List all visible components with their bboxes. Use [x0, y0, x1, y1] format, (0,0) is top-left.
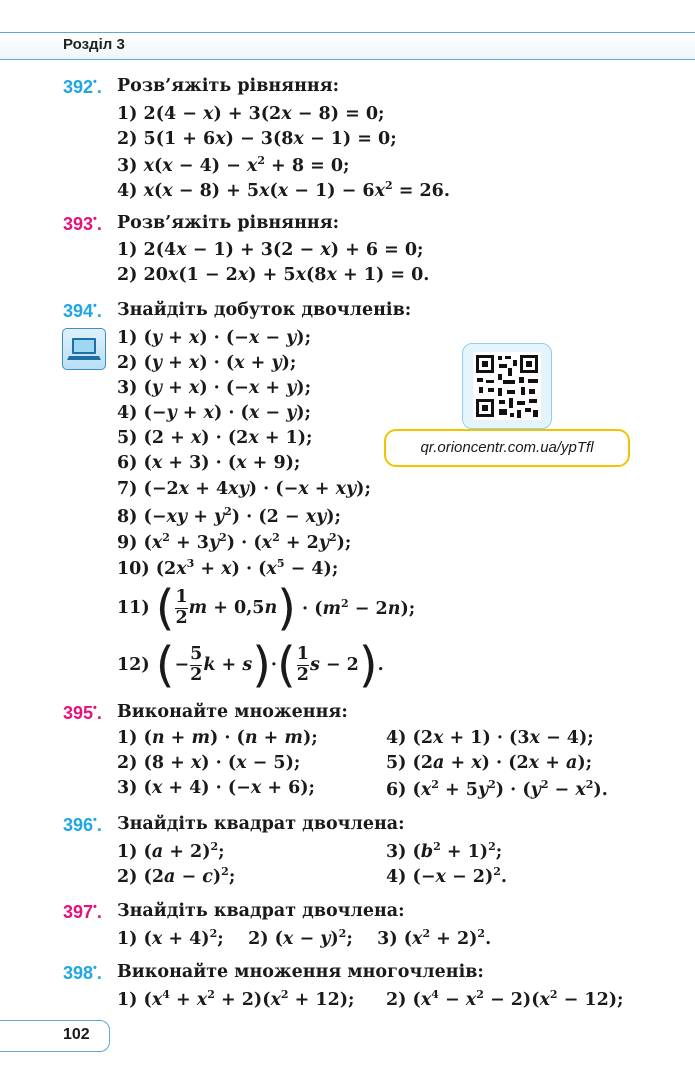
task-394-item-8: 8) $(-xy + y^2) \cdot (2 - xy)$; — [117, 505, 342, 527]
task-392-item-2: 2) 5(1 + 6x) − 3(8x − 1) = 0; — [117, 129, 397, 149]
task-396-title: Знайдіть квадрат двочлена: — [117, 814, 405, 834]
task-392-item-4: 4) $x(x - 8) + 5x(x - 1) - 6x^2 = 26$. — [117, 179, 450, 201]
task-395-item-1: 1) (n + m) · (n + m); — [117, 728, 318, 748]
task-393-item-2: 2) 20x(1 − 2x) + 5x(8x + 1) = 0. — [117, 265, 430, 285]
task-394-item-1: 1) (y + x) · (−x − y); — [117, 328, 312, 348]
task-397-number: 397•. — [63, 901, 102, 922]
task-394-item-4: 4) (−y + x) · (x − y); — [117, 403, 312, 423]
task-396-number: 396•. — [63, 814, 102, 835]
task-392-title: Розв’яжіть рівняння: — [117, 76, 340, 96]
task-393-title: Розв’яжіть рівняння: — [117, 213, 340, 233]
task-397-items: 1) $(x + 4)^2$; 2) $(x - y)^2$; 3) $(x^2 + 2)^2$. — [117, 927, 492, 949]
task-394-number: 394•. — [63, 300, 102, 321]
task-395-number: 395•. — [63, 702, 102, 723]
task-395-item-6: 6) $(x^2 + 5y^2) \cdot (y^2 - x^2)$. — [386, 778, 608, 800]
task-395-item-5: 5) (2a + x) · (2x + a); — [386, 753, 593, 773]
task-392-item-1: 1) 2(4 − x) + 3(2x − 8) = 0; — [117, 104, 385, 124]
task-394-item-5: 5) (2 + x) · (2x + 1); — [117, 428, 313, 448]
computer-icon — [62, 328, 106, 370]
task-394-item-3: 3) (y + x) · (−x + y); — [117, 378, 312, 398]
task-394-item-12: 12) (− $\frac{5}{2}$ k + s)·( $\frac{1}{2}$ s − 2). — [117, 637, 384, 693]
task-398-item-2: 2) $(x^4 - x^2 - 2)(x^2 - 12)$; — [386, 988, 624, 1010]
task-393-item-1: 1) 2(4x − 1) + 3(2 − x) + 6 = 0; — [117, 240, 424, 260]
task-394-item-7: 7) (−2x + 4xy) · (−x + xy); — [117, 479, 371, 499]
task-392-number: 392•. — [63, 76, 102, 97]
task-396-item-1: 1) $(a + 2)^2$; — [117, 840, 225, 862]
task-396-item-3: 3) $(b^2 + 1)^2$; — [386, 840, 503, 862]
task-394-item-9: 9) $(x^2 + 3y^2) \cdot (x^2 + 2y^2)$; — [117, 531, 352, 553]
task-394-item-6: 6) (x + 3) · (x + 9); — [117, 453, 301, 473]
qr-code-box — [462, 343, 552, 429]
task-394-item-11: 11) ( $\frac{1}{2}$ $m + 0,5n) \cdot (m^2 - 2n)$; — [117, 580, 416, 636]
task-395-title: Виконайте множення: — [117, 702, 348, 722]
task-392-item-3: 3) $x(x - 4) - x^2 + 8 = 0$; — [117, 154, 350, 176]
task-394-item-2: 2) (y + x) · (x + y); — [117, 353, 297, 373]
task-395-item-3: 3) (x + 4) · (−x + 6); — [117, 778, 316, 798]
page-number: 102 — [63, 1026, 90, 1043]
task-394-item-10: 10) $(2x^3 + x) \cdot (x^5 - 4)$; — [117, 557, 339, 579]
task-398-number: 398•. — [63, 962, 102, 983]
task-394-title: Знайдіть добуток двочленів: — [117, 300, 412, 320]
chapter-title: Розділ 3 — [63, 36, 125, 53]
task-398-title: Виконайте множення многочленів: — [117, 962, 484, 982]
qr-code-icon — [463, 344, 551, 428]
task-396-item-2: 2) $(2a - c)^2$; — [117, 865, 236, 887]
task-393-number: 393•. — [63, 213, 102, 234]
task-395-item-2: 2) (8 + x) · (x − 5); — [117, 753, 301, 773]
page-number-tab — [0, 1020, 110, 1052]
task-396-item-4: 4) $(-x - 2)^2$. — [386, 865, 507, 887]
qr-link[interactable]: qr.orioncentr.com.ua/ypTfl — [384, 429, 630, 467]
task-395-item-4: 4) (2x + 1) · (3x − 4); — [386, 728, 594, 748]
task-398-item-1: 1) $(x^4 + x^2 + 2)(x^2 + 12)$; — [117, 988, 355, 1010]
task-397-title: Знайдіть квадрат двочлена: — [117, 901, 405, 921]
